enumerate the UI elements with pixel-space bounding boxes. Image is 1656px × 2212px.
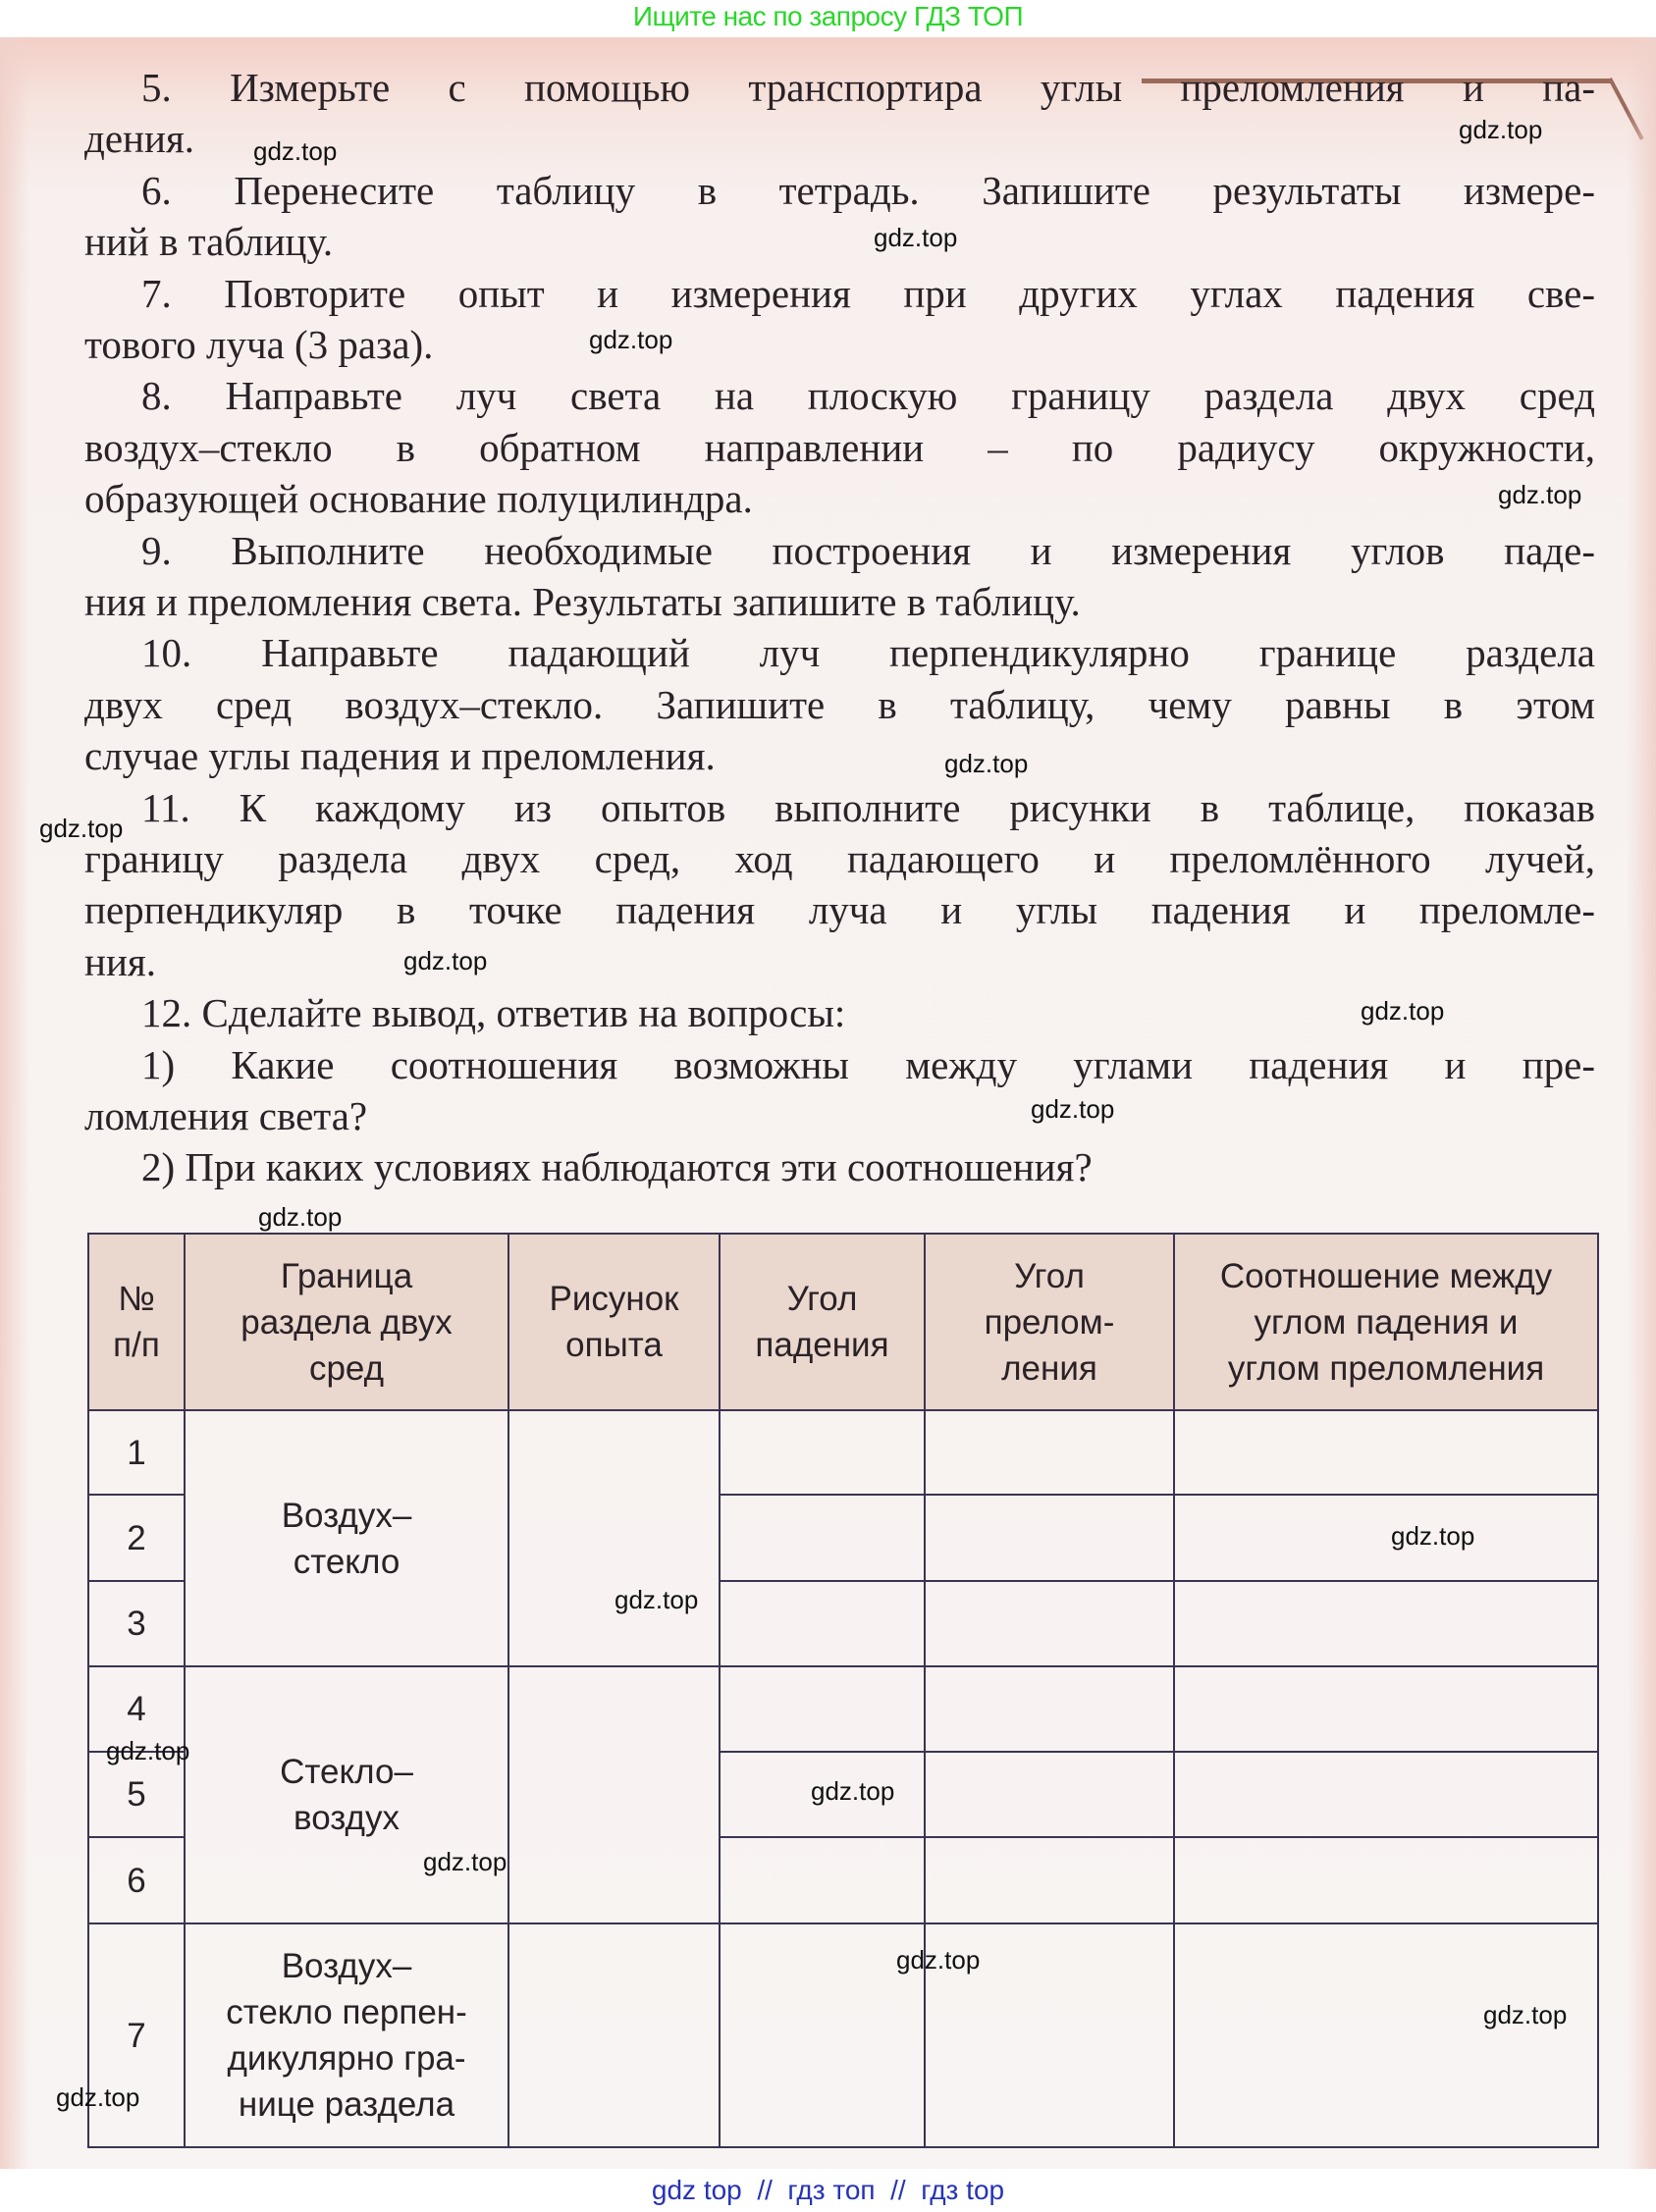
row-number: 5: [88, 1752, 185, 1837]
header-cell: № п/п: [88, 1234, 185, 1410]
watermark: gdz.top: [258, 1202, 343, 1232]
row-number: 6: [88, 1837, 185, 1923]
empty-cell: [720, 1666, 925, 1752]
watermark: gdz.top: [874, 223, 958, 252]
watermark: gdz.top: [253, 136, 338, 166]
text-line: 11. К каждому из опытов выполните рисунки в таблице, показав: [141, 784, 1595, 830]
empty-cell: [1174, 1752, 1598, 1837]
text-line: случае углы падения и преломления.: [84, 733, 716, 779]
watermark: gdz.top: [614, 1585, 699, 1614]
text-line: ний в таблицу.: [84, 219, 334, 265]
empty-cell: [925, 1666, 1174, 1752]
text-line: 12. Сделайте вывод, ответив на вопросы:: [141, 990, 846, 1036]
text-line: тового луча (3 раза).: [84, 322, 434, 367]
text-line: дения.: [84, 116, 195, 162]
empty-cell: [1174, 1837, 1598, 1923]
watermark: gdz.top: [423, 1847, 507, 1876]
header-cell: Граница раздела двух сред: [185, 1234, 508, 1410]
watermark: gdz.top: [1498, 480, 1582, 509]
bottom-banner: [0, 2169, 1656, 2210]
text-line: 9. Выполните необходимые построения и измерения углов паде-: [141, 527, 1595, 573]
text-line: ния.: [84, 938, 156, 984]
boundary-cell: Воздух– стекло перпен- дикулярно гра- нице раздела: [185, 1923, 508, 2147]
watermark: gdz.top: [1483, 2000, 1568, 2029]
text-line: перпендикуляр в точке падения луча и углы падения и преломле-: [84, 887, 1595, 933]
results-table: [87, 1233, 1599, 2148]
watermark: gdz.top: [39, 814, 124, 843]
bottom-banner-text: gdz top // гдз топ // гдз top: [651, 2175, 1005, 2205]
text-line: образующей основание полуцилиндра.: [84, 476, 753, 522]
figure-cell: [508, 1666, 720, 1923]
empty-cell: [720, 1410, 925, 1495]
text-line: 7. Повторите опыт и измерения при других углах падения све-: [141, 270, 1595, 316]
text-line: воздух–стекло в обратном направлении – по радиусу окружности,: [84, 424, 1595, 470]
row-number: 1: [88, 1410, 185, 1495]
empty-cell: [1174, 1495, 1598, 1581]
figure-cell: [508, 1410, 720, 1666]
watermark: gdz.top: [1459, 115, 1543, 144]
header-cell: Угол падения: [720, 1234, 925, 1410]
empty-cell: [925, 1581, 1174, 1666]
watermark: gdz.top: [56, 2082, 140, 2112]
empty-cell: [1174, 1581, 1598, 1666]
header-cell: Угол прелом- ления: [925, 1234, 1174, 1410]
text-line: двух сред воздух–стекло. Запишите в таблицу, чему равны в этом: [84, 681, 1595, 727]
text-line: границу раздела двух сред, ход падающего и преломлённого лучей,: [84, 836, 1595, 881]
header-cell: Соотношение между углом падения и углом преломления: [1174, 1234, 1598, 1410]
watermark: gdz.top: [811, 1776, 895, 1806]
row-number: 7: [88, 1923, 185, 2147]
table-row: [88, 1410, 1598, 1495]
empty-cell: [925, 1410, 1174, 1495]
row-number: 4: [88, 1666, 185, 1752]
table-row: [88, 1666, 1598, 1752]
row-number: 2: [88, 1495, 185, 1581]
text-line: 8. Направьте луч света на плоскую границу раздела двух сред: [141, 373, 1595, 419]
empty-cell: [925, 1837, 1174, 1923]
top-banner: [0, 0, 1656, 37]
watermark: gdz.top: [1361, 996, 1445, 1026]
empty-cell: [1174, 1410, 1598, 1495]
empty-cell: [1174, 1666, 1598, 1752]
row-number: 3: [88, 1581, 185, 1666]
figure-cell: [508, 1923, 720, 2147]
empty-cell: [720, 1495, 925, 1581]
watermark: gdz.top: [1031, 1094, 1115, 1124]
boundary-cell: Воздух– стекло: [185, 1410, 508, 1666]
empty-cell: [1174, 1923, 1598, 2147]
text-line: 1) Какие соотношения возможны между углами падения и пре-: [141, 1041, 1595, 1087]
empty-cell: [720, 1923, 925, 2147]
table-row: [88, 1923, 1598, 2147]
top-banner-text: Ищите нас по запросу ГДЗ ТОП: [632, 1, 1024, 31]
boundary-cell: Стекло– воздух: [185, 1666, 508, 1923]
watermark: gdz.top: [896, 1945, 981, 1975]
empty-cell: [720, 1837, 925, 1923]
watermark: gdz.top: [403, 946, 488, 975]
text-line: ломления света?: [84, 1093, 368, 1138]
text-line: 5. Измерьте с помощью транспортира углы преломления и па-: [141, 65, 1595, 110]
table-header-row: [88, 1234, 1598, 1410]
empty-cell: [925, 1495, 1174, 1581]
empty-cell: [720, 1581, 925, 1666]
header-cell: Рисунок опыта: [508, 1234, 720, 1410]
watermark: gdz.top: [1391, 1521, 1475, 1551]
text-line: 10. Направьте падающий луч перпендикулярно границе раздела: [141, 630, 1595, 676]
watermark: gdz.top: [589, 325, 673, 354]
text-line: ния и преломления света. Результаты запишите в таблицу.: [84, 579, 1081, 624]
text-line: 2) При каких условиях наблюдаются эти соотношения?: [141, 1144, 1093, 1190]
watermark: gdz.top: [944, 749, 1029, 778]
decorative-line: [1608, 78, 1643, 140]
text-line: 6. Перенесите таблицу в тетрадь. Запишите результаты измере-: [141, 167, 1595, 213]
empty-cell: [925, 1752, 1174, 1837]
watermark: gdz.top: [106, 1736, 190, 1765]
